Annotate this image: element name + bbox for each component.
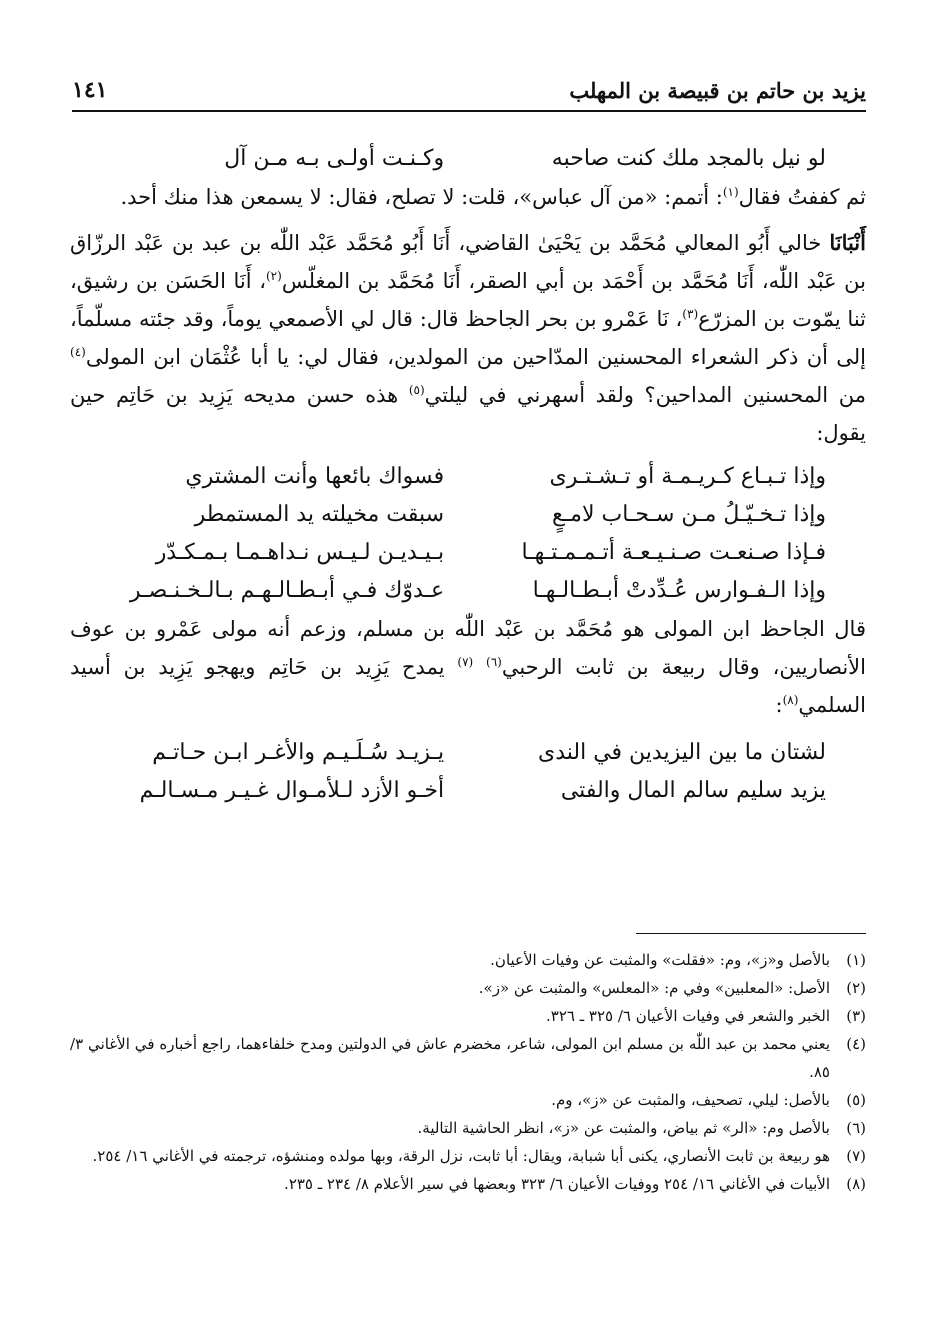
footnote-separator bbox=[636, 933, 866, 934]
footnote-text: يعني محمد بن عبد اللّٰه بن مسلم ابن المولى، شاعر، مخضرم عاش في الدولتين ومدح خلفاءهما، راجع أخباره في الأغاني ٣/ ٨٥. bbox=[70, 1035, 830, 1081]
verse-line bbox=[70, 496, 866, 534]
footnote bbox=[70, 1114, 866, 1142]
footnote-ref-7: (٧) bbox=[457, 655, 474, 669]
verse-line bbox=[70, 772, 866, 810]
verse-line bbox=[70, 140, 866, 178]
footnote-ref-4: (٤) bbox=[70, 345, 86, 359]
text-run: قال الجاحظ ابن المولى هو مُحَمَّد بن عَبْد اللّٰه بن مسلم، وزعم أنه مولى عَمْرو بن عوف الأنصاريين، وقال ربيعة بن ثابت الرحبي bbox=[70, 617, 866, 679]
footnote-number: (٢) bbox=[846, 979, 866, 997]
footnote-text: الخبر والشعر في وفيات الأعيان ٦/ ٣٢٥ ـ ٣٢٦. bbox=[546, 1007, 830, 1025]
text-run: : bbox=[775, 693, 783, 717]
running-title: يزيد بن حاتم بن قبيصة بن المهلب bbox=[569, 77, 866, 103]
page-number: ١٤١ bbox=[72, 77, 108, 103]
text-run: يمدح يَزِيد بن حَاتِم ويهجو يَزِيد بن أسيد السلمي bbox=[70, 655, 866, 717]
footnote-number: (٨) bbox=[846, 1175, 866, 1193]
text-run: ثم كففتُ فقال bbox=[738, 185, 866, 209]
poem-1 bbox=[70, 458, 866, 610]
verse-line bbox=[70, 734, 866, 772]
footnote-number: (٣) bbox=[846, 1007, 866, 1025]
paragraph-3 bbox=[70, 610, 866, 724]
hemistich-second: فسواك بائعها وأنت المشتري bbox=[185, 464, 445, 489]
footnote-ref-5: (٥) bbox=[408, 383, 425, 397]
hemistich-first: فـإذا صـنعـت صـنـيـعـة أتـمـمـتـهـا bbox=[521, 540, 826, 565]
footnote-number: (٦) bbox=[846, 1119, 866, 1137]
footnote-number: (٤) bbox=[846, 1035, 866, 1053]
hemistich-second: أخـو الأزد لـلأمـوال غـيـر مـسـالـم bbox=[139, 778, 445, 803]
hemistich-first: وإذا الـفـوارس عُـدِّدتْ أبـطـالـهـا bbox=[532, 578, 826, 603]
footnote-text: بالأصل وم: «الر» ثم بياض، والمثبت عن «ز»، انظر الحاشية التالية. bbox=[417, 1119, 830, 1137]
hemistich-second: سبقت مخيلته يد المستمطر bbox=[194, 502, 445, 527]
footnote-ref-6: (٦) bbox=[486, 655, 502, 669]
text-run: ، نَا عَمْرو بن بحر الجاحظ قال: قال لي الأصمعي يوماً، وقد جئته مسلّماً، إلى أن ذكر الشعراء المحسنين المدّاحين من المولدين، فقال لي: يا أبا عُثْمَان ابن المولى bbox=[70, 307, 866, 369]
poem-2 bbox=[70, 734, 866, 810]
isnad-lead: أَنْبَانَا bbox=[829, 230, 866, 255]
footnote-ref-2: (٢) bbox=[265, 269, 282, 283]
footnote-number: (٥) bbox=[846, 1091, 866, 1109]
footnote-text: بالأصل و«ز»، وم: «فقلت» والمثبت عن وفيات الأعيان. bbox=[490, 951, 830, 969]
footnote bbox=[70, 974, 866, 1002]
hemistich-first: لشتان ما بين اليزيدين في الندى bbox=[538, 740, 826, 765]
text-run: : أتمم: «من آل عباس»، قلت: لا تصلح، فقال: لا يسمعن هذا منك أحد. bbox=[120, 185, 723, 209]
hemistich-second: عـدوّك فـي أبـطـالـهـم بـالـخـنـصـر bbox=[129, 578, 445, 603]
footnote-ref-3: (٣) bbox=[682, 307, 699, 321]
text-run: هذه حسن مديحه يَزِيد بن حَاتِم حين يقول: bbox=[70, 383, 866, 445]
footnote bbox=[70, 1030, 866, 1086]
hemistich-first: وإذا تـخـيّـلُ مـن سـحـاب لامـعٍ bbox=[552, 502, 826, 527]
text-run: من المحسنين المداحين؟ ولقد أسهرني في ليلتي bbox=[424, 383, 867, 407]
footnote-ref-8: (٨) bbox=[782, 693, 799, 707]
footnote bbox=[70, 1086, 866, 1114]
footnote bbox=[70, 1170, 866, 1198]
text-run: ، أَنَا الحَسَن بن رشيق، ثنا يمّوت بن المزرّع bbox=[70, 269, 867, 331]
paragraph-2 bbox=[70, 224, 866, 452]
hemistich-second: يـزيـد سُـلَـيـم والأغـر ابـن حـاتـم bbox=[152, 740, 445, 765]
hemistich-first: وإذا تـبـاع كـريـمـة أو تـشـتـرى bbox=[549, 464, 826, 489]
footnote bbox=[70, 1002, 866, 1030]
text-run: خالي أَبُو المعالي مُحَمَّد بن يَحْيَىٰ القاضي، أَنَا أَبُو مُحَمَّد عَبْد اللّٰه بن عبد بن عَبْد الرزّاق بن عَبْد اللّٰه، أَنَا مُحَمَّد بن أَحْمَد بن أبي الصقر، أَنَا مُحَمَّد بن المغلّس bbox=[70, 231, 866, 293]
footnote-text: بالأصل: ليلي، تصحيف، والمثبت عن «ز»، وم. bbox=[551, 1091, 830, 1109]
paragraph-1 bbox=[70, 178, 866, 216]
footnote-text: الأصل: «المعلبين» وفي م: «المعلس» والمثبت عن «ز». bbox=[478, 979, 830, 997]
footnote-ref-1: (١) bbox=[722, 185, 739, 199]
hemistich-first: يزيد سليم سالم المال والفتى bbox=[560, 778, 826, 803]
footnote bbox=[70, 1142, 866, 1170]
hemistich-second: بـيـديـن لـيـس نـداهـمـا بـمـكـدّر bbox=[155, 540, 445, 565]
footnote bbox=[70, 946, 866, 974]
main-text bbox=[70, 140, 866, 810]
verse-line bbox=[70, 534, 866, 572]
footnote-text: الأبيات في الأغاني ١٦/ ٢٥٤ ووفيات الأعيان ٦/ ٣٢٣ وبعضها في سير الأعلام ٨/ ٢٣٤ ـ ٢٣٥. bbox=[284, 1175, 830, 1193]
hemistich-first: لو نيل بالمجد ملك كنت صاحبه bbox=[551, 146, 826, 171]
footnotes bbox=[70, 946, 866, 1198]
hemistich-second: وكـنـت أولـى بـه مـن آل bbox=[224, 146, 445, 171]
footnote-number: (٧) bbox=[846, 1147, 866, 1165]
footnote-text: هو ربيعة بن ثابت الأنصاري، يكنى أبا شبابة، ويقال: أبا ثابت، نزل الرقة، وبها مولده ومنشؤه، ترجمته في الأغاني ١٦/ ٢٥٤. bbox=[92, 1147, 830, 1165]
page-header bbox=[72, 70, 866, 112]
footnote-number: (١) bbox=[846, 951, 866, 969]
verse-line bbox=[70, 572, 866, 610]
verse-line bbox=[70, 458, 866, 496]
